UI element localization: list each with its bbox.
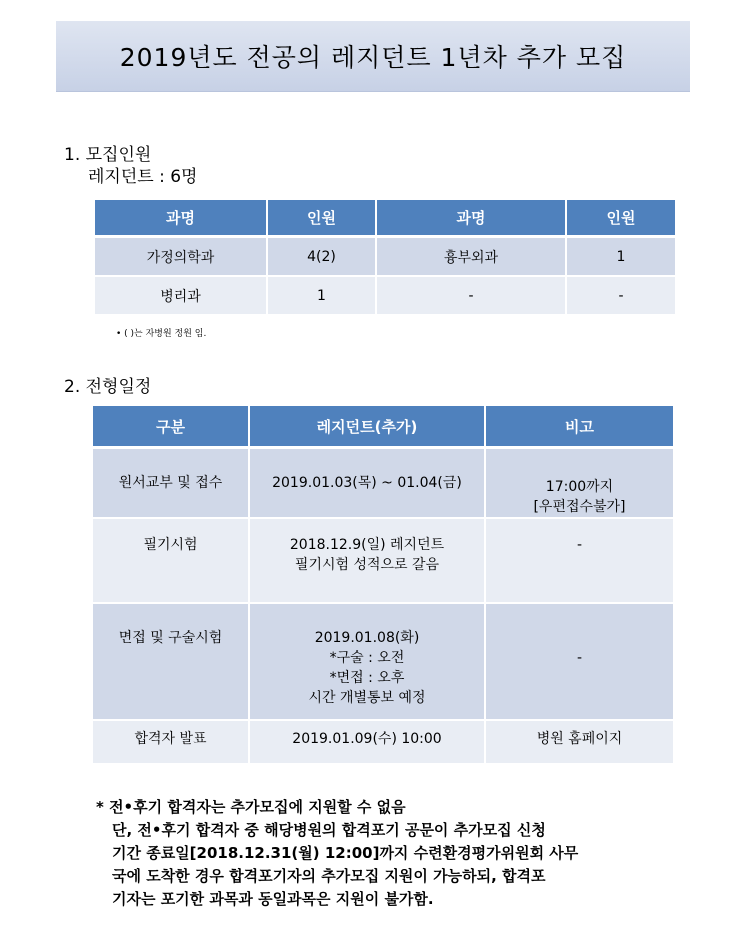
header-cell: 과명 — [377, 200, 567, 238]
notice-line: 국에 도착한 경우 합격포기자의 추가모집 지원이 가능하되, 합격포 — [112, 867, 546, 885]
recruit-table — [95, 200, 675, 316]
table-row — [93, 449, 673, 519]
cell-line: 시간 개별통보 예정 — [308, 690, 426, 706]
cell-line: *구술 : 오전 — [329, 650, 405, 666]
header-cell: 비고 — [486, 406, 673, 449]
notice-line: * 전•후기 합격자는 추가모집에 지원할 수 없음 — [96, 798, 406, 816]
section1-heading: 1. 모집인원 — [64, 145, 152, 165]
cell-line: 2019.01.09(수) 10:00 — [292, 731, 442, 747]
header-cell: 인원 — [567, 200, 675, 238]
cell-line: 2019.01.08(화) — [314, 630, 420, 646]
table-cell: 필기시험 — [93, 519, 250, 604]
table-cell: - — [377, 277, 567, 316]
table-cell: 원서교부 및 접수 — [93, 449, 250, 519]
section2-heading: 2. 전형일정 — [64, 377, 152, 397]
table-cell — [250, 721, 486, 765]
header-cell: 과명 — [95, 200, 268, 238]
table-cell: 면접 및 구술시험 — [93, 604, 250, 721]
cell-line: 2019.01.03(목) ~ 01.04(금) — [272, 475, 462, 491]
table-cell: 1 — [268, 277, 377, 316]
page-title: 2019년도 전공의 레지던트 1년차 추가 모집 — [119, 43, 627, 72]
table-cell: 1 — [567, 238, 675, 277]
table-cell: - — [486, 519, 673, 604]
notice-block — [96, 796, 696, 911]
cell-line: 필기시험 성적으로 갈음 — [294, 557, 440, 573]
table-cell — [250, 604, 486, 721]
table-cell: 흉부외과 — [377, 238, 567, 277]
table-footnote: • ( )는 자병원 정원 임. — [116, 329, 207, 339]
cell-line: 2018.12.9(일) 레지던트 — [289, 537, 445, 553]
table-cell — [250, 449, 486, 519]
header-cell: 인원 — [268, 200, 377, 238]
table-cell — [486, 604, 673, 721]
header-cell: 레지던트(추가) — [250, 406, 486, 449]
cell-line: *면접 : 오후 — [329, 670, 405, 686]
table-cell — [486, 449, 673, 519]
title-banner — [56, 21, 690, 92]
notice-line: 단, 전•후기 합격자 중 해당병원의 합격포기 공문이 추가모집 신청 — [112, 821, 546, 839]
table-cell: 합격자 발표 — [93, 721, 250, 765]
table-cell: 4(2) — [268, 238, 377, 277]
table-row — [93, 604, 673, 721]
cell-line — [486, 628, 673, 648]
cell-line: - — [576, 650, 583, 666]
table-header-row — [93, 406, 673, 449]
table-cell: 가정의학과 — [95, 238, 268, 277]
table-row — [93, 721, 673, 765]
schedule-table — [93, 406, 673, 765]
cell-line: 17:00까지 — [545, 479, 614, 495]
table-header-row — [95, 200, 675, 238]
cell-line — [486, 463, 673, 477]
table-cell: 병원 홈페이지 — [486, 721, 673, 765]
notice-line: 기간 종료일[2018.12.31(월) 12:00]까지 수련환경평가위원회 사무 — [112, 844, 579, 862]
table-row — [95, 277, 675, 316]
table-row — [93, 519, 673, 604]
table-cell: 병리과 — [95, 277, 268, 316]
table-row — [95, 238, 675, 277]
cell-line: [우편접수불가] — [533, 499, 626, 515]
table-cell — [250, 519, 486, 604]
section1-subheading: 레지던트 : 6명 — [88, 167, 198, 187]
notice-line: 기자는 포기한 과목과 동일과목은 지원이 불가함. — [112, 890, 434, 908]
header-cell: 구분 — [93, 406, 250, 449]
table-cell: - — [567, 277, 675, 316]
